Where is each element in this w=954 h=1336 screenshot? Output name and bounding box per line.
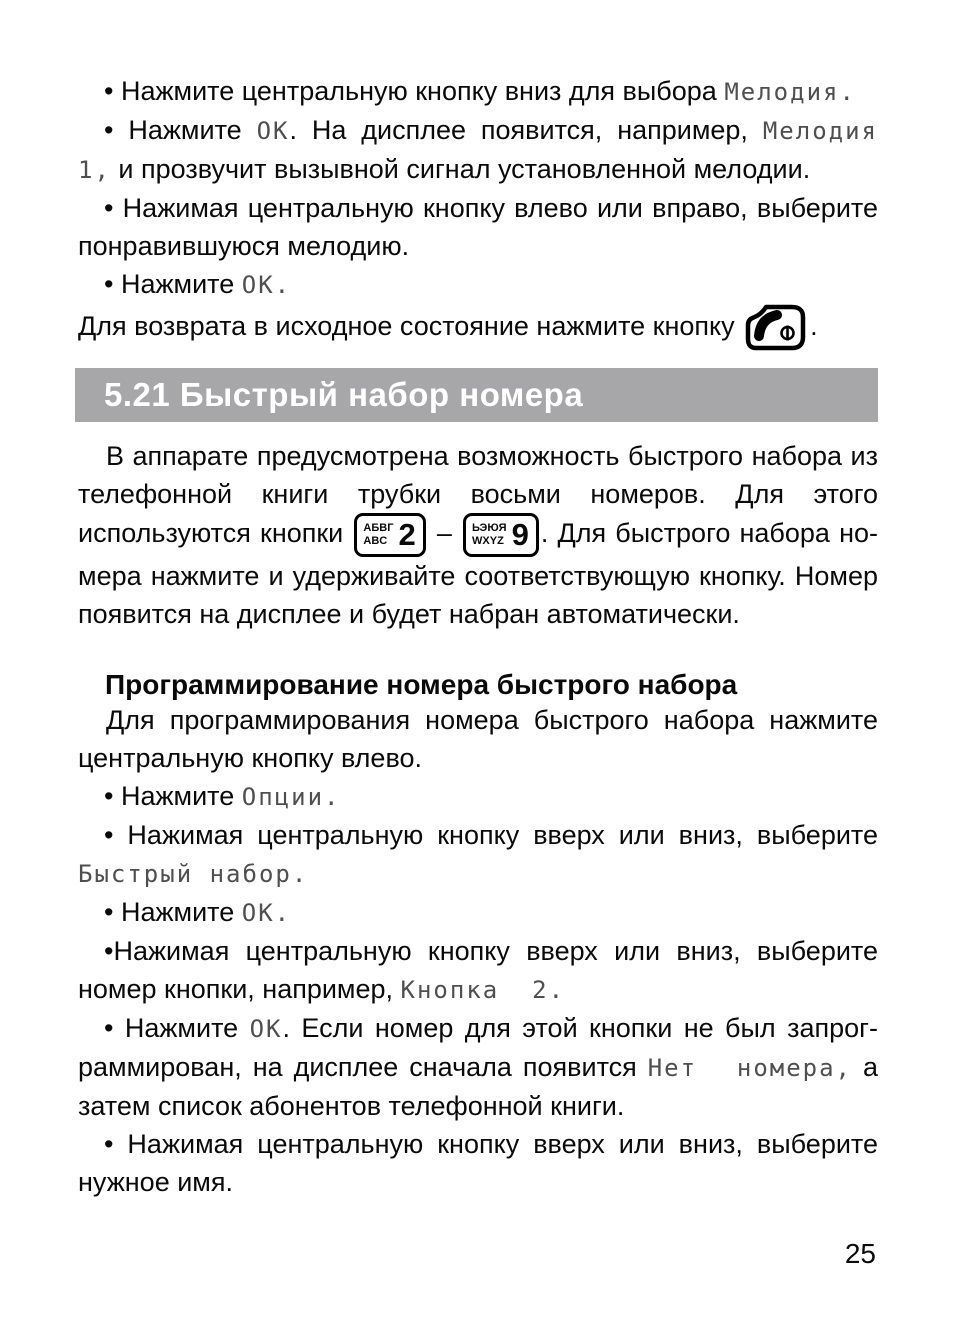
key-2-button bbox=[354, 513, 425, 557]
key-9-letter-labels bbox=[472, 522, 507, 548]
lcd-display-text: Мелодия 1, bbox=[78, 117, 911, 184]
text-run: . Для быстрого набора номера нажмите и удерживайте соответствующую кнопку. Номер появится на дисплее и будет набран автоматически. bbox=[78, 518, 878, 629]
text-run: • Нажимая центральную кнопку вверх или вниз, выберите нужное имя. bbox=[78, 1129, 878, 1197]
bullet-item bbox=[78, 72, 878, 111]
text-run: . Если номер для этой кнопки не был запрограммирован, на дисплее сначала появится bbox=[78, 1013, 878, 1082]
bullet-item bbox=[78, 816, 878, 893]
section-header-bar bbox=[75, 368, 878, 422]
text-run: . bbox=[810, 311, 818, 342]
key-9-cyrillic-label: ЬЭЮЯ bbox=[472, 522, 507, 534]
paragraph bbox=[78, 701, 878, 777]
bullet-item bbox=[78, 932, 878, 1009]
lcd-display-text: ОК bbox=[256, 117, 290, 145]
text-run: • Нажмите центральную кнопку вниз для выбора bbox=[104, 76, 725, 106]
text-run: • Нажмите bbox=[104, 781, 242, 811]
text-run: • Нажмите bbox=[104, 269, 242, 299]
lcd-display-text: ОК bbox=[249, 1015, 283, 1043]
lcd-display-text: Быстрый набор. bbox=[78, 860, 309, 888]
text-run: • Нажимая центральную кнопку вверх или вниз, выберите bbox=[104, 820, 878, 850]
paragraph bbox=[78, 437, 878, 633]
text-run: • Нажмите bbox=[104, 115, 257, 145]
text-run: и прозвучит вызывной сигнал установленной мелодии. bbox=[110, 154, 811, 184]
return-instruction-line bbox=[78, 304, 878, 352]
text-run: • Нажмите bbox=[104, 897, 242, 927]
text-run: Для программирования номера быстрого набора нажмите центральную кнопку влево. bbox=[78, 705, 878, 773]
key-2-letter-labels bbox=[363, 522, 393, 548]
page-number: 25 bbox=[844, 1238, 876, 1269]
bullet-item bbox=[78, 777, 878, 816]
subheading: Программирование номера быстрого набора bbox=[105, 669, 738, 700]
text-run: • Нажмите bbox=[104, 1013, 250, 1043]
text-run: •Нажимая центральную кнопку вверх или вниз, выберите номер кнопки, например, bbox=[78, 936, 878, 1004]
bullet-item bbox=[78, 1009, 878, 1125]
key-2-cyrillic-label: АБВГ bbox=[363, 522, 394, 534]
key-2-latin-label: ABC bbox=[363, 535, 388, 547]
lcd-display-text: Опции. bbox=[241, 783, 341, 811]
bullet-item bbox=[78, 265, 878, 304]
bullet-item bbox=[78, 111, 911, 189]
end-call-key-icon bbox=[745, 304, 807, 352]
text-run: • Нажимая центральную кнопку влево или вправо, выберите понравившуюся мелодию. bbox=[78, 193, 878, 261]
key-9-digit: 9 bbox=[511, 517, 529, 552]
text-run: а затем список абонентов телефонной книги. bbox=[78, 1052, 878, 1121]
text-run: . На дисплее появится, например, bbox=[289, 115, 763, 145]
lcd-display-text: ОК. bbox=[241, 899, 292, 927]
text-run: В аппарате предусмотрена возможность быстрого набора из телефонной книги трубки восьми номеров. Для этого используются кнопки bbox=[78, 441, 878, 549]
text-run bbox=[78, 311, 742, 341]
key-9-button bbox=[463, 513, 539, 557]
lcd-display-text: ОК. bbox=[241, 271, 292, 299]
text-run: Для возврата в исходное состояние нажмите кнопку bbox=[78, 311, 743, 342]
bullet-item bbox=[78, 1125, 878, 1201]
section-header-title: 5.21 Быстрый набор номера bbox=[104, 376, 584, 413]
lcd-display-text: Кнопка 2. bbox=[400, 976, 566, 1004]
lcd-display-text: Мелодия. bbox=[724, 78, 856, 106]
lcd-display-text: Нет номера, bbox=[647, 1054, 853, 1082]
key-9-latin-label: WXYZ bbox=[472, 535, 504, 547]
bullet-item bbox=[78, 893, 878, 932]
bullet-item bbox=[78, 189, 878, 265]
keys-separator: – bbox=[427, 518, 462, 549]
key-2-digit: 2 bbox=[398, 517, 416, 552]
